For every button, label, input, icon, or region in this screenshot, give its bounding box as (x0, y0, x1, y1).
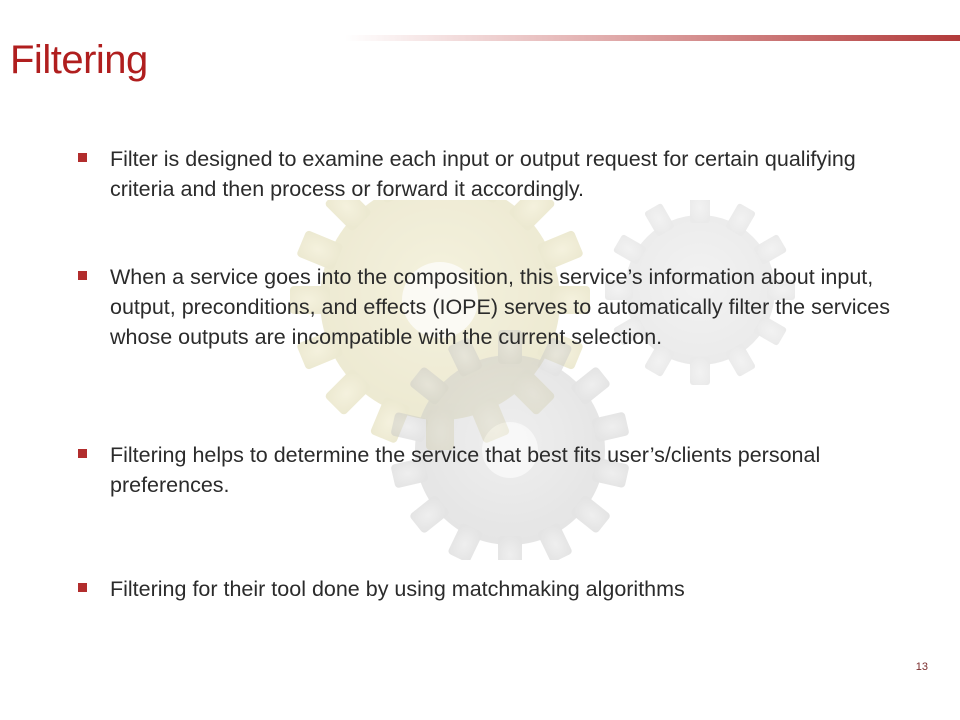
bullet-text: Filtering for their tool done by using matchmaking algorithms (110, 577, 685, 601)
bullet-marker-icon (78, 153, 87, 162)
slide-title: Filtering (10, 38, 148, 82)
bullet-text: Filtering helps to determine the service that best fits user’s/clients personal preferences. (110, 443, 821, 497)
page-number: 13 (915, 661, 928, 673)
bullet-marker-icon (78, 271, 87, 280)
bullet-marker-icon (78, 583, 87, 592)
bullet-marker-icon (78, 449, 87, 458)
bullet-text: Filter is designed to examine each input or output request for certain qualifying criteria and then process or forward it accordingly. (110, 147, 856, 201)
bullet-text: When a service goes into the composition, this service’s information about input, output, preconditions, and effects (IOPE) serves to automatically filter the services whose outputs are incompatible with the current selection. (110, 265, 890, 349)
